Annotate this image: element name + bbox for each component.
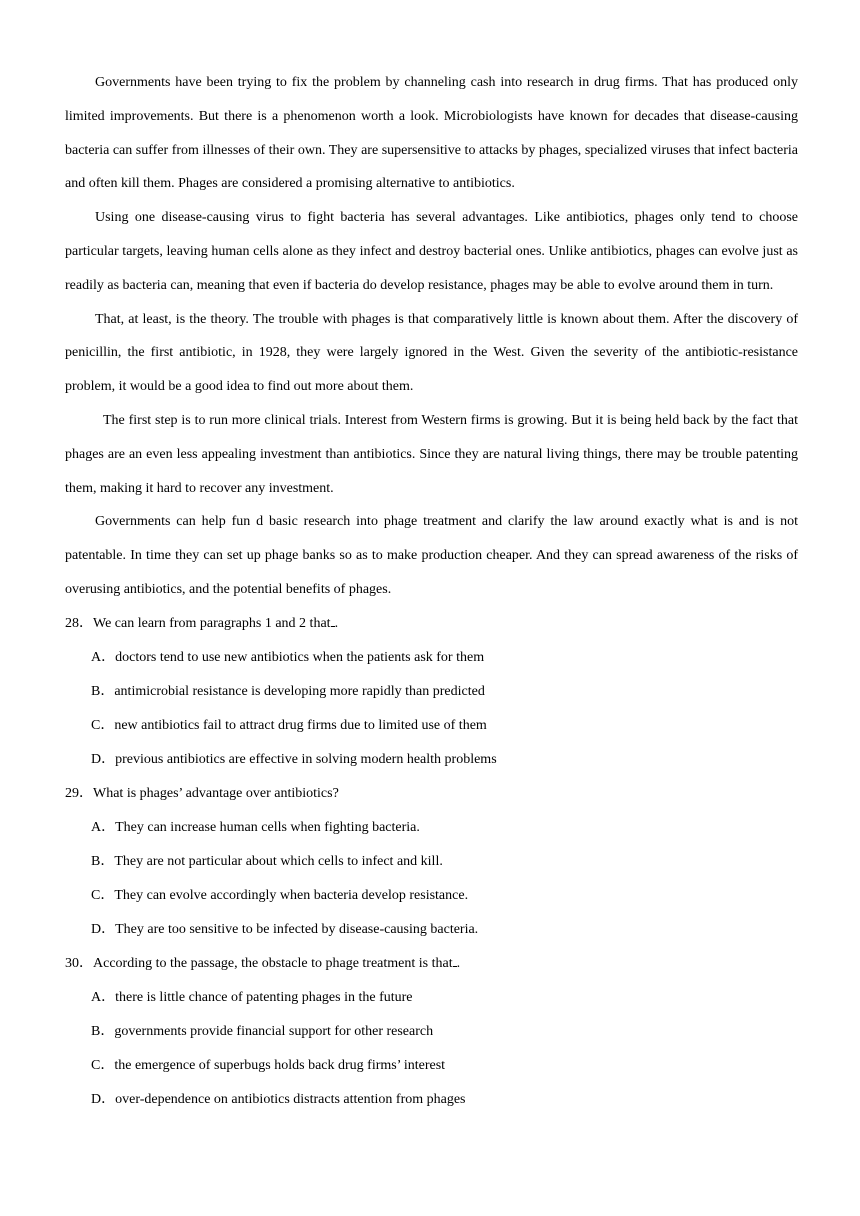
option-c[interactable]: C．new antibiotics fail to attract drug firms due to limited use of them — [91, 717, 487, 733]
option-b[interactable]: B．antimicrobial resistance is developing more rapidly than predicted — [91, 683, 485, 699]
option-b[interactable]: B．They are not particular about which cells to infect and kill. — [91, 853, 443, 869]
question-stem — [65, 777, 798, 811]
option-c[interactable]: C．They can evolve accordingly when bacteria develop resistance. — [91, 887, 469, 903]
question-29 — [65, 777, 798, 947]
option-a[interactable]: A．doctors tend to use new antibiotics when the patients ask for them — [91, 649, 485, 665]
question-stem-text: 30．According to the passage, the obstacle to phage treatment is that — [65, 955, 453, 971]
option-a[interactable]: A．They can increase human cells when fighting bacteria. — [91, 819, 420, 835]
passage-paragraph: Using one disease-causing virus to fight bacteria has several advantages. Like antibiotics, phages only tend to choose particular targets, leaving human cells alone as they infect and destroy bacterial ones. Unlike antibiotics, phages can evolve just as readily as bacteria can, meaning that even if bacteria do develop resistance, phages may be able to evolve around them in turn. — [65, 210, 798, 293]
option-d[interactable]: D．They are too sensitive to be infected by disease-causing bacteria. — [91, 921, 479, 937]
option-d[interactable]: D．over-dependence on antibiotics distracts attention from phages — [91, 1091, 466, 1107]
question-stem — [65, 947, 798, 981]
question-stem-tail: . — [456, 955, 461, 971]
option-d[interactable]: D．previous antibiotics are effective in solving modern health problems — [91, 751, 497, 767]
document-page — [65, 66, 798, 1117]
option-a[interactable]: A．there is little chance of patenting phages in the future — [91, 989, 413, 1005]
passage — [65, 66, 798, 607]
question-stem-text: 29．What is phages’ advantage over antibiotics? — [65, 785, 339, 801]
option-b[interactable]: B．governments provide financial support for other research — [91, 1023, 434, 1039]
question-stem — [65, 607, 798, 641]
question-28 — [65, 607, 798, 777]
option-c[interactable]: C．the emergence of superbugs holds back drug firms’ interest — [91, 1057, 446, 1073]
question-stem-text: 28．We can learn from paragraphs 1 and 2 that — [65, 615, 331, 631]
passage-paragraph: Governments can help fun d basic research into phage treatment and clarify the law around exactly what is and is not patentable. In time they can set up phage banks so as to make production cheaper. And they can spread awareness of the risks of overusing antibiotics, and the potential benefits of phages. — [65, 514, 798, 597]
question-stem-tail: . — [334, 615, 339, 631]
passage-paragraph: Governments have been trying to fix the problem by channeling cash into research in drug firms. That has produced only limited improvements. But there is a phenomenon worth a look. Microbiologists have known for decades that disease-causing bacteria can suffer from illnesses of their own. They are supersensitive to attacks by phages, specialized viruses that infect bacteria and often kill them. Phages are considered a promising alternative to antibiotics. — [65, 75, 798, 192]
passage-paragraph: The first step is to run more clinical trials. Interest from Western firms is growing. But it is being held back by the fact that phages are an even less appealing investment than antibiotics. Since they are natural living things, there may be trouble patenting them, making it hard to recover any investment. — [65, 412, 798, 496]
passage-paragraph: That, at least, is the theory. The trouble with phages is that comparatively little is known about them. After the discovery of penicillin, the first antibiotic, in 1928, they were largely ignored in the West. Given the severity of the antibiotic-resistance problem, it would be a good idea to find out more about them. — [65, 311, 798, 395]
question-30 — [65, 947, 798, 1117]
